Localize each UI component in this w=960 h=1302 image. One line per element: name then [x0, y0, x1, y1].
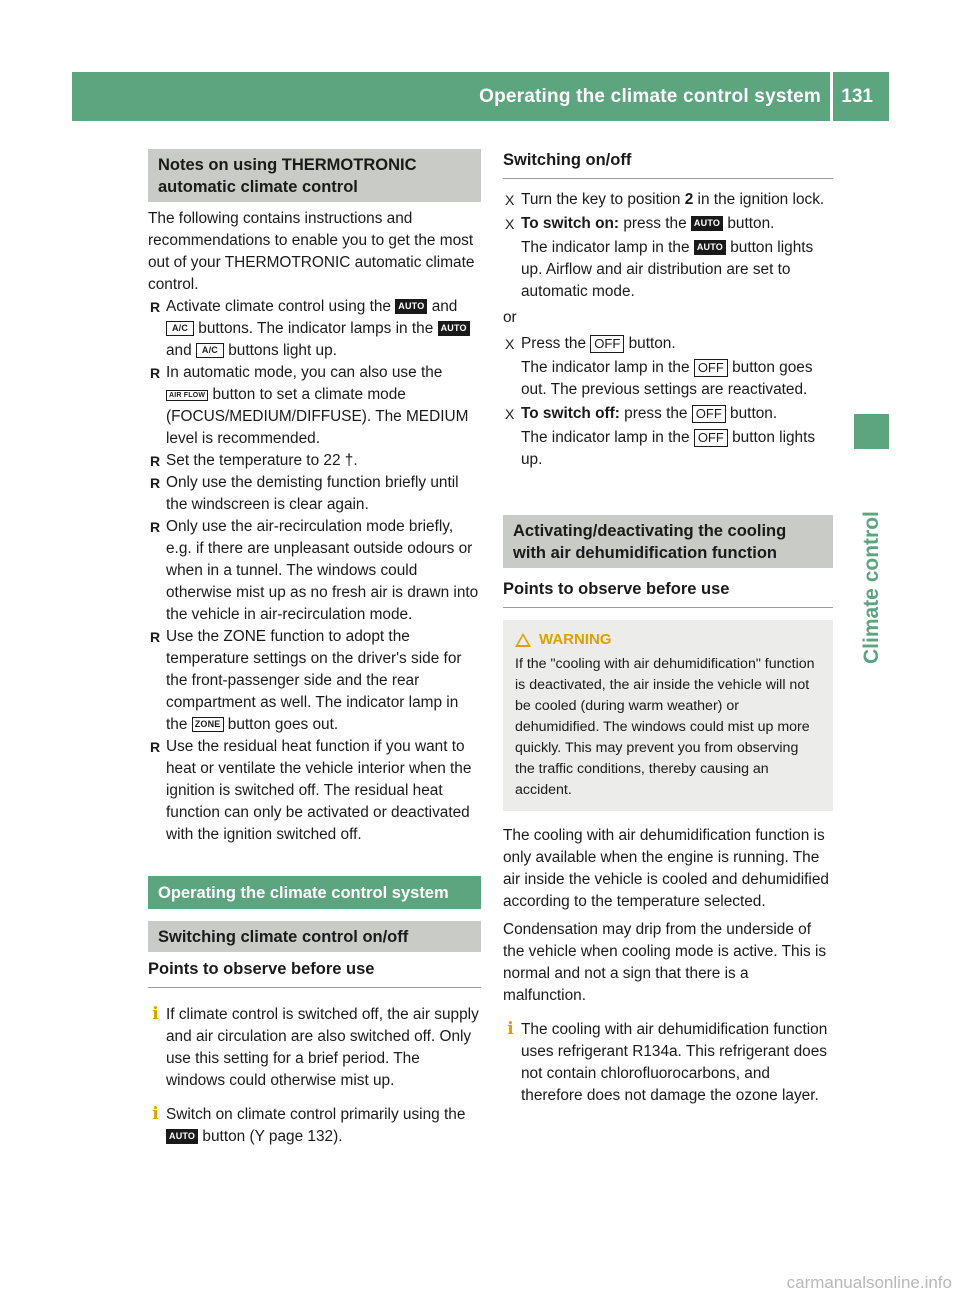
cooling-heading: Activating/deactivating the cooling with air dehumidification function: [503, 515, 833, 568]
step-result: [503, 357, 833, 401]
step-item: [503, 403, 833, 425]
notes-intro: The following contains instructions and recommendations to enable you to get the most out of your THERMOTRONIC automatic climate control.: [148, 210, 475, 293]
ac-button-icon: A/C: [166, 321, 194, 336]
text: press the: [623, 215, 687, 232]
text: If climate control is switched off, the air supply and air circulation are also switched off. Only use this setting for a brief period. The windows could otherwise mist up.: [166, 1006, 479, 1089]
text: buttons. The indicator lamps in the: [198, 320, 434, 337]
info-note: [148, 1104, 481, 1148]
text: and: [166, 342, 192, 359]
list-item: R Set the temperature to 22 †.: [148, 450, 481, 472]
step-label: To switch on:: [521, 215, 620, 232]
off-button-icon: OFF: [590, 335, 624, 353]
text: The indicator lamp in the: [521, 239, 690, 256]
points-heading: Points to observe before use: [503, 578, 833, 608]
step-result: [503, 427, 833, 471]
auto-button-icon: AUTO: [691, 216, 723, 231]
off-button-icon: OFF: [694, 429, 728, 447]
header-title: Operating the climate control system: [479, 86, 821, 107]
page-ref-arrow-icon: Y: [254, 1128, 265, 1145]
air-flow-button-icon: AIR FLOW: [166, 390, 208, 401]
text: button.: [730, 405, 778, 422]
chapter-tab-marker: [854, 414, 889, 449]
auto-button-icon: AUTO: [166, 1129, 198, 1144]
list-item: [148, 362, 481, 450]
text: in the ignition lock.: [697, 191, 825, 208]
text: The cooling with air dehumidification function uses refrigerant R134a. This refrigerant does not contain chlorofluorocarbons, and therefore does not damage the ozone layer.: [521, 1021, 828, 1104]
ac-button-icon: A/C: [196, 343, 224, 358]
list-item: R Only use the demisting function briefly until the windscreen is clear again.: [148, 472, 481, 516]
off-button-icon: OFF: [694, 359, 728, 377]
text: In automatic mode, you can also use the: [166, 364, 443, 381]
text: Switch on climate control primarily using the: [166, 1106, 466, 1123]
list-item: R Only use the air-recirculation mode briefly, e.g. if there are unpleasant outside odours or when in a tunnel. The windows could otherwise mist up as no fresh air is drawn into the vehicle in air-recirculation mode.: [148, 516, 481, 626]
points-heading: Points to observe before use: [148, 958, 481, 988]
step-label: To switch off:: [521, 405, 620, 422]
text: buttons light up.: [228, 342, 337, 359]
list-item: [148, 626, 481, 736]
text: button.: [628, 335, 676, 352]
info-icon: i: [507, 1019, 514, 1039]
header-bar: [72, 72, 889, 121]
zone-button-icon: ZONE: [192, 717, 224, 732]
or-text: or: [503, 309, 517, 326]
page-reference-link[interactable]: page 132).: [268, 1128, 343, 1145]
switching-on-off-heading: Switching on/off: [503, 149, 833, 179]
header-separator: [830, 72, 833, 121]
warning-triangle-icon: [515, 633, 531, 647]
paragraph: Condensation may drip from the underside of the vehicle when cooling mode is active. This is normal and not a sign that there is a malfunction.: [503, 921, 827, 1004]
text: Use the ZONE function to adopt the temperature settings on the driver's side for the front-passenger side and the rear compartment as well. The indicator lamp in the: [166, 628, 462, 733]
text: button lights up. Airflow and air distribution are set to automatic mode.: [521, 239, 814, 300]
warning-box: [503, 620, 833, 811]
step-item: [503, 213, 833, 235]
text: and: [431, 298, 458, 315]
text: button goes out.: [227, 716, 339, 733]
left-column: [148, 149, 481, 1148]
text: Press the: [521, 335, 587, 352]
text: Turn the key to position: [521, 191, 681, 208]
off-button-icon: OFF: [692, 405, 726, 423]
text: button goes out. The previous settings are reactivated.: [521, 359, 813, 398]
text: The indicator lamp in the: [521, 359, 690, 376]
auto-button-icon: AUTO: [438, 321, 470, 336]
info-icon: i: [152, 1104, 159, 1124]
chapter-side-label-text: Climate control: [860, 511, 883, 664]
warning-text: If the "cooling with air dehumidification" function is deactivated, the air inside the vehicle will not be cooled (during warm weather) or dehumidified. The windows could mist up more quickly. This may prevent you from observing the traffic conditions, thereby causing an accident.: [515, 656, 815, 798]
watermark: carmanualsonline.info: [786, 1273, 952, 1292]
text: Activate climate control using the: [166, 298, 391, 315]
right-column: [503, 149, 833, 1107]
info-note: [503, 1019, 833, 1107]
text: button lights up.: [521, 429, 816, 468]
info-note: [148, 1004, 481, 1092]
list-item: R Use the residual heat function if you want to heat or ventilate the vehicle interior when the ignition is switched off. The residual heat function can only be activated or deactivated with the ignition switched off.: [148, 736, 481, 846]
step-item: [503, 189, 833, 211]
text: button to set a climate mode (FOCUS/MEDIUM/DIFFUSE). The MEDIUM level is recommended.: [166, 386, 469, 447]
switching-heading: Switching climate control on/off: [148, 921, 481, 952]
auto-button-icon: AUTO: [395, 299, 427, 314]
position-value: 2: [684, 191, 694, 208]
section-heading: Operating the climate control system: [148, 876, 481, 909]
step-item: [503, 333, 833, 355]
notes-heading: Notes on using THERMOTRONIC automatic climate control: [148, 149, 481, 202]
paragraph: The cooling with air dehumidification function is only available when the engine is running. The air inside the vehicle is cooled and dehumidified according to the temperature selected.: [503, 827, 829, 910]
warning-header: [515, 630, 821, 650]
info-icon: i: [152, 1004, 159, 1024]
warning-label: WARNING: [539, 631, 612, 648]
text: The indicator lamp in the: [521, 429, 690, 446]
list-item: [148, 296, 481, 362]
chapter-side-label: [856, 511, 888, 696]
step-result: [503, 237, 833, 303]
auto-button-icon: AUTO: [694, 240, 726, 255]
text: button (: [202, 1128, 255, 1145]
text: button.: [727, 215, 775, 232]
page-number: 131: [841, 86, 873, 107]
text: press the: [624, 405, 688, 422]
